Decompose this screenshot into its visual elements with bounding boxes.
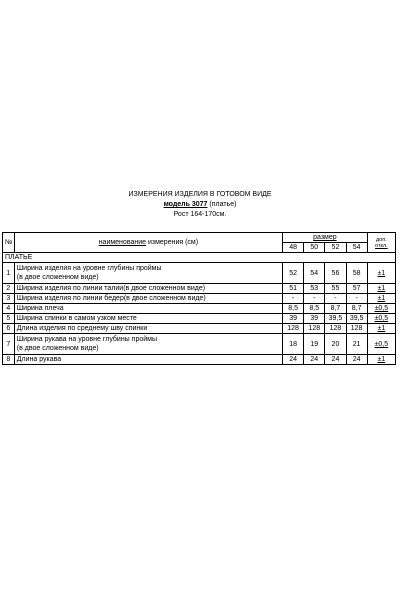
row-value-48: - bbox=[283, 294, 304, 304]
row-tolerance: ±0,5 bbox=[367, 304, 395, 314]
row-name bbox=[14, 355, 282, 365]
row-value-48: 24 bbox=[283, 355, 304, 365]
section-title: ПЛАТЬЕ bbox=[3, 253, 396, 263]
row-value-54: 39,5 bbox=[346, 314, 367, 324]
header-size: размер bbox=[283, 233, 368, 243]
row-tolerance: ±0,5 bbox=[367, 334, 395, 355]
row-value-52: 8,7 bbox=[325, 304, 346, 314]
row-tolerance: ±1 bbox=[367, 294, 395, 304]
row-name-line: Ширина спинки в самом узком месте bbox=[16, 315, 137, 322]
row-value-52: 39,5 bbox=[325, 314, 346, 324]
row-value-54: 21 bbox=[346, 334, 367, 355]
row-name bbox=[14, 294, 282, 304]
row-value-48: 39 bbox=[283, 314, 304, 324]
row-value-54: 8,7 bbox=[346, 304, 367, 314]
row-name-line: Ширина изделия по линии талии(в двое сложенном виде) bbox=[16, 285, 206, 292]
header-tolerance: доп. откл. bbox=[367, 233, 395, 253]
row-name bbox=[14, 284, 282, 294]
row-number: 6 bbox=[3, 324, 15, 334]
row-name-line: Ширина рукава на уровне глубины проймы bbox=[16, 336, 157, 343]
table-row bbox=[3, 334, 396, 355]
row-name bbox=[14, 334, 282, 355]
row-name bbox=[14, 314, 282, 324]
row-number: 8 bbox=[3, 355, 15, 365]
header-number: № bbox=[3, 233, 15, 253]
row-tolerance: ±0,5 bbox=[367, 314, 395, 324]
row-number: 3 bbox=[3, 294, 15, 304]
row-value-50: 39 bbox=[304, 314, 325, 324]
document-header bbox=[0, 190, 400, 220]
row-value-52: 55 bbox=[325, 284, 346, 294]
row-value-50: 54 bbox=[304, 263, 325, 284]
row-value-50: 53 bbox=[304, 284, 325, 294]
row-name-line: Длина рукава bbox=[16, 356, 62, 363]
row-number: 1 bbox=[3, 263, 15, 284]
row-number: 5 bbox=[3, 314, 15, 324]
row-name bbox=[14, 263, 282, 284]
table-row bbox=[3, 324, 396, 334]
row-value-48: 52 bbox=[283, 263, 304, 284]
row-name-line: Ширина плеча bbox=[16, 305, 64, 312]
size-50: 50 bbox=[304, 243, 325, 253]
row-tolerance: ±1 bbox=[367, 263, 395, 284]
size-54: 54 bbox=[346, 243, 367, 253]
table-row bbox=[3, 355, 396, 365]
row-number: 2 bbox=[3, 284, 15, 294]
row-value-54: 24 bbox=[346, 355, 367, 365]
row-tolerance: ±1 bbox=[367, 284, 395, 294]
table-header-row bbox=[3, 233, 396, 243]
row-name bbox=[14, 324, 282, 334]
measurements-table bbox=[2, 232, 396, 365]
row-value-48: 8,5 bbox=[283, 304, 304, 314]
model-number: модель 3077 bbox=[163, 201, 208, 208]
row-name-line: Длина изделия по среднему шву спинки bbox=[16, 325, 148, 332]
model-type: (платье) bbox=[207, 201, 237, 208]
row-value-52: 128 bbox=[325, 324, 346, 334]
row-name-line: (в двое сложенном виде) bbox=[16, 274, 99, 281]
row-name-line: Ширина изделия по линии бедер(в двое сложенном виде) bbox=[16, 295, 206, 302]
section-row bbox=[3, 253, 396, 263]
row-value-50: 8,5 bbox=[304, 304, 325, 314]
size-48: 48 bbox=[283, 243, 304, 253]
row-value-54: 58 bbox=[346, 263, 367, 284]
row-value-52: 56 bbox=[325, 263, 346, 284]
table-row bbox=[3, 304, 396, 314]
row-name bbox=[14, 304, 282, 314]
document-title: ИЗМЕРЕНИЯ ИЗДЕЛИЯ В ГОТОВОМ ВИДЕ bbox=[128, 191, 272, 198]
row-number: 4 bbox=[3, 304, 15, 314]
row-value-50: - bbox=[304, 294, 325, 304]
row-value-48: 51 bbox=[283, 284, 304, 294]
row-value-52: 24 bbox=[325, 355, 346, 365]
row-value-54: - bbox=[346, 294, 367, 304]
row-tolerance: ±1 bbox=[367, 324, 395, 334]
row-tolerance: ±1 bbox=[367, 355, 395, 365]
row-value-54: 128 bbox=[346, 324, 367, 334]
row-number: 7 bbox=[3, 334, 15, 355]
row-value-50: 128 bbox=[304, 324, 325, 334]
row-value-48: 128 bbox=[283, 324, 304, 334]
header-name: наименование измерения (см) bbox=[14, 233, 282, 253]
row-value-54: 57 bbox=[346, 284, 367, 294]
row-name-line: (в двое сложенном виде) bbox=[16, 345, 99, 352]
row-value-52: - bbox=[325, 294, 346, 304]
row-value-50: 24 bbox=[304, 355, 325, 365]
row-name-line: Ширина изделия на уровне глубины проймы bbox=[16, 265, 162, 272]
height-line: Рост 164-170см. bbox=[173, 211, 227, 218]
size-52: 52 bbox=[325, 243, 346, 253]
row-value-48: 18 bbox=[283, 334, 304, 355]
table-row bbox=[3, 314, 396, 324]
table-row bbox=[3, 263, 396, 284]
table-row bbox=[3, 294, 396, 304]
model-line bbox=[0, 200, 400, 210]
row-value-52: 20 bbox=[325, 334, 346, 355]
table-row bbox=[3, 284, 396, 294]
row-value-50: 19 bbox=[304, 334, 325, 355]
